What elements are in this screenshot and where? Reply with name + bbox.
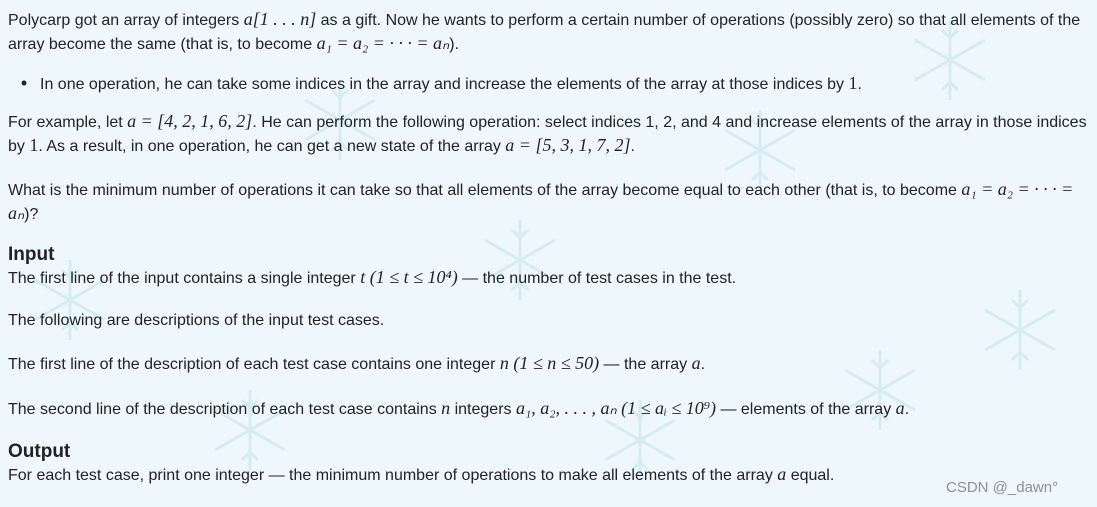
input-text: The second line of the description of each test case contains	[8, 401, 442, 418]
input-text: integers	[450, 401, 516, 418]
bullet-text	[40, 72, 862, 96]
output-line	[8, 463, 1088, 487]
intro-math: a[1 . . . n]	[243, 9, 317, 29]
input-text: — the number of test cases in the test.	[457, 270, 737, 287]
input-line-t	[8, 266, 1088, 290]
output-heading: Output	[8, 441, 71, 462]
example-math: a = [4, 2, 1, 6, 2]	[127, 111, 253, 131]
input-line-cases: The following are descriptions of the input test cases.	[8, 312, 385, 329]
input-heading: Input	[8, 244, 55, 265]
input-math: n (1 ≤ n ≤ 50)	[499, 353, 600, 373]
example-math: 1	[29, 135, 39, 155]
question-text: )?	[24, 206, 39, 223]
bullet-end: .	[857, 76, 862, 93]
input-line-n	[8, 352, 1088, 376]
example-text: . As a result, in one operation, he can get a new state of the array	[38, 138, 506, 155]
operation-bullet	[8, 72, 1088, 96]
example-paragraph	[8, 110, 1088, 158]
example-math: a = [5, 3, 1, 7, 2]	[505, 135, 631, 155]
output-math: a	[777, 464, 787, 484]
input-math: a₁, a₂, . . . , aₙ (1 ≤ aᵢ ≤ 10⁹)	[515, 398, 717, 418]
intro-text: ).	[449, 36, 460, 53]
input-text: — the array	[599, 356, 692, 373]
bullet-body: In one operation, he can take some indices in the array and increase the elements of the array at those indices by	[40, 76, 849, 93]
input-text: The first line of the description of each test case contains one integer	[8, 356, 500, 373]
intro-paragraph	[8, 8, 1088, 56]
input-text: .	[700, 356, 706, 373]
input-line-array	[8, 397, 1088, 421]
question-math: a₁ = a₂ = · · · = aₙ	[8, 179, 1074, 223]
example-text: . He can perform the following operation: select indices 1, 2, and 4 and increase elements of the array in those indices by	[8, 114, 1087, 155]
input-text: The first line of the input contains a single integer	[8, 270, 361, 287]
input-math: a	[895, 398, 905, 418]
input-text: — elements of the array	[716, 401, 896, 418]
output-text: For each test case, print one integer — the minimum number of operations to make all elements of the array	[8, 467, 778, 484]
example-text: For example, let	[8, 114, 128, 131]
example-text: .	[630, 138, 635, 155]
intro-text: as a gift. Now he wants to perform a certain number of operations (possibly zero) so that all elements of the array become the same (that is, to become	[8, 12, 1081, 53]
question-paragraph	[8, 178, 1088, 226]
intro-math: a₁ = a₂ = · · · = aₙ	[316, 33, 450, 53]
bullet-icon: •	[20, 73, 28, 93]
input-math: t (1 ≤ t ≤ 10⁴)	[360, 267, 458, 287]
intro-text: Polycarp got an array of integers	[8, 12, 244, 29]
bullet-math: 1	[848, 73, 858, 93]
input-text: .	[904, 401, 910, 418]
csdn-watermark: CSDN @_dawn°	[946, 479, 1059, 496]
output-text: equal.	[786, 467, 835, 484]
input-math: a	[691, 353, 701, 373]
input-math: n	[441, 398, 451, 418]
problem-statement	[8, 8, 1088, 487]
question-text: What is the minimum number of operations it can take so that all elements of the array become equal to each other (that is, to become	[8, 182, 962, 199]
